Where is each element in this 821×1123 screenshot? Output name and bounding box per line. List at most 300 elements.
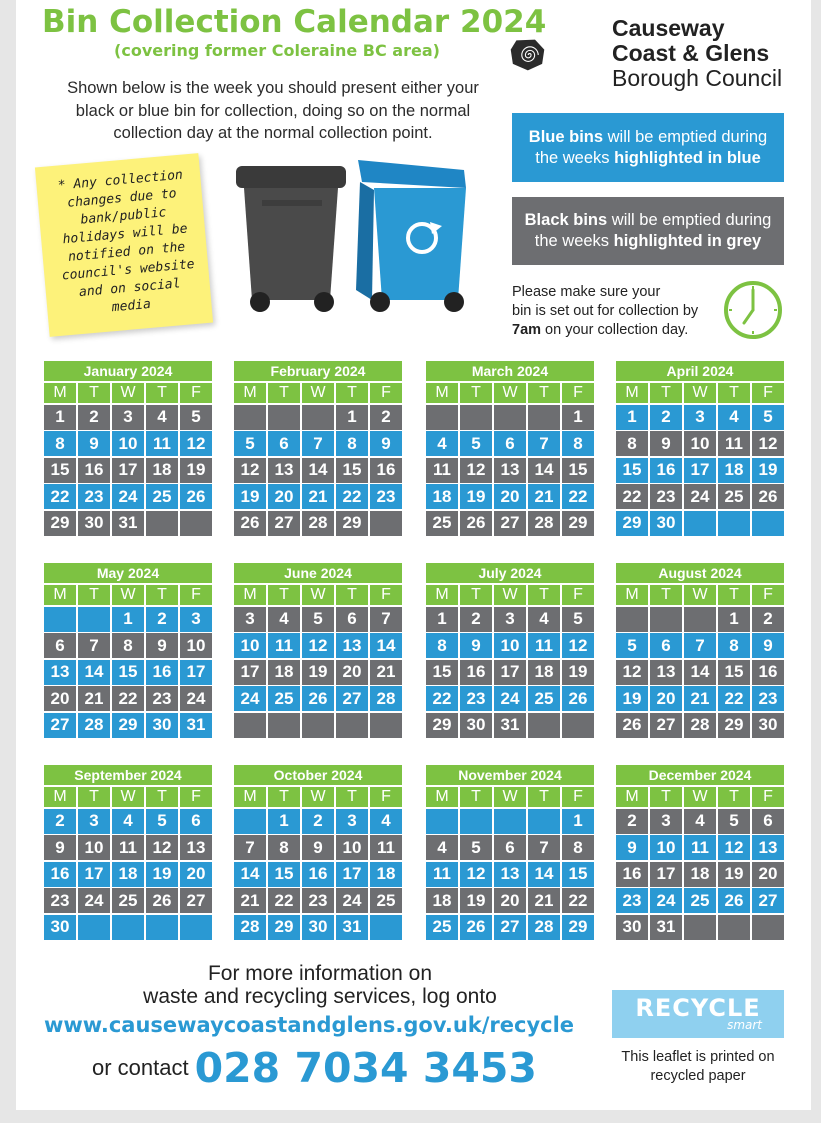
day-cell: 11 — [146, 431, 178, 456]
week-row-blue — [44, 913, 212, 940]
day-cell: 3 — [336, 809, 368, 834]
day-cell: 16 — [752, 660, 784, 685]
day-cell: 20 — [494, 484, 526, 509]
week-row-grey — [234, 887, 402, 914]
day-cell: 24 — [494, 686, 526, 711]
week-row-blue — [44, 605, 212, 632]
weekday-header-row — [44, 785, 212, 807]
day-cell: 9 — [370, 431, 402, 456]
weekday-label: M — [234, 585, 266, 606]
day-cell: 1 — [44, 405, 76, 430]
weekday-label: F — [370, 585, 402, 606]
day-cell: 11 — [684, 835, 716, 860]
day-cell — [370, 713, 402, 738]
day-cell — [370, 511, 402, 536]
day-cell: 11 — [370, 835, 402, 860]
day-cell: 14 — [78, 660, 110, 685]
day-cell: 8 — [562, 431, 594, 456]
weekday-label: T — [650, 585, 682, 606]
contact-label: or contact — [92, 1055, 189, 1080]
day-cell — [112, 915, 144, 940]
week-row-blue — [234, 632, 402, 659]
day-cell: 26 — [616, 713, 648, 738]
day-cell: 10 — [494, 633, 526, 658]
week-row-blue — [616, 685, 784, 712]
blue-bin-legend — [512, 113, 784, 182]
day-cell — [234, 405, 266, 430]
weekday-label: F — [370, 787, 402, 808]
month-calendar — [426, 361, 594, 536]
week-row-blue — [234, 483, 402, 510]
day-cell: 9 — [616, 835, 648, 860]
day-cell: 10 — [650, 835, 682, 860]
day-cell: 28 — [78, 713, 110, 738]
week-row-grey — [616, 658, 784, 685]
weekday-label: T — [78, 787, 110, 808]
day-cell: 23 — [78, 484, 110, 509]
day-cell: 29 — [112, 713, 144, 738]
day-cell: 16 — [146, 660, 178, 685]
recycle-smart-logo — [612, 990, 784, 1038]
day-cell: 13 — [494, 862, 526, 887]
week-row-blue — [44, 807, 212, 834]
day-cell: 30 — [302, 915, 334, 940]
weekday-label: F — [752, 383, 784, 404]
day-cell: 23 — [302, 888, 334, 913]
day-cell: 25 — [718, 484, 750, 509]
week-row-grey — [616, 711, 784, 738]
weekday-label: W — [684, 383, 716, 404]
weekday-label: T — [718, 787, 750, 808]
day-cell: 14 — [370, 633, 402, 658]
day-cell: 12 — [562, 633, 594, 658]
spiral-logo-icon — [510, 10, 610, 100]
weekday-label: F — [370, 383, 402, 404]
day-cell: 31 — [336, 915, 368, 940]
day-cell: 11 — [718, 431, 750, 456]
weekday-label: T — [78, 585, 110, 606]
day-cell: 24 — [78, 888, 110, 913]
day-cell — [268, 405, 300, 430]
month-calendar — [44, 765, 212, 940]
day-cell — [460, 405, 492, 430]
day-cell: 15 — [562, 862, 594, 887]
day-cell: 14 — [684, 660, 716, 685]
day-cell: 26 — [752, 484, 784, 509]
day-cell: 15 — [44, 458, 76, 483]
day-cell — [234, 713, 266, 738]
day-cell: 10 — [112, 431, 144, 456]
day-cell: 27 — [44, 713, 76, 738]
week-row-blue — [234, 430, 402, 457]
weekday-label: M — [426, 585, 458, 606]
week-row-blue — [44, 860, 212, 887]
weekday-header-row — [234, 785, 402, 807]
day-cell — [234, 809, 266, 834]
week-row-blue — [426, 483, 594, 510]
weekday-label: F — [752, 585, 784, 606]
day-cell: 19 — [752, 458, 784, 483]
day-cell: 18 — [146, 458, 178, 483]
day-cell: 6 — [336, 607, 368, 632]
day-cell: 22 — [44, 484, 76, 509]
day-cell: 8 — [426, 633, 458, 658]
day-cell: 5 — [302, 607, 334, 632]
weekday-header-row — [616, 381, 784, 403]
month-title: February 2024 — [234, 361, 402, 381]
day-cell: 26 — [718, 888, 750, 913]
day-cell: 18 — [684, 862, 716, 887]
day-cell: 24 — [650, 888, 682, 913]
day-cell: 30 — [616, 915, 648, 940]
day-cell — [684, 915, 716, 940]
day-cell: 25 — [684, 888, 716, 913]
day-cell: 25 — [528, 686, 560, 711]
day-cell: 17 — [112, 458, 144, 483]
week-row-blue — [616, 632, 784, 659]
day-cell: 9 — [302, 835, 334, 860]
week-row-grey — [426, 887, 594, 914]
day-cell — [528, 405, 560, 430]
day-cell: 20 — [180, 862, 212, 887]
week-row-grey — [426, 605, 594, 632]
day-cell: 17 — [494, 660, 526, 685]
weekday-label: W — [494, 383, 526, 404]
weekday-label: T — [268, 585, 300, 606]
day-cell: 10 — [684, 431, 716, 456]
day-cell: 27 — [650, 713, 682, 738]
day-cell: 29 — [426, 713, 458, 738]
weekday-label: T — [460, 585, 492, 606]
day-cell: 2 — [44, 809, 76, 834]
day-cell — [718, 511, 750, 536]
footer-line2: waste and recycling services, log onto — [143, 985, 497, 1008]
day-cell: 5 — [146, 809, 178, 834]
week-row-blue — [426, 632, 594, 659]
day-cell: 28 — [528, 511, 560, 536]
month-title: December 2024 — [616, 765, 784, 785]
day-cell — [146, 915, 178, 940]
weekday-label: T — [718, 585, 750, 606]
day-cell: 15 — [616, 458, 648, 483]
day-cell: 15 — [718, 660, 750, 685]
day-cell — [302, 405, 334, 430]
weekday-label: M — [426, 787, 458, 808]
weekday-label: W — [302, 383, 334, 404]
day-cell: 5 — [234, 431, 266, 456]
day-cell: 13 — [650, 660, 682, 685]
month-title: March 2024 — [426, 361, 594, 381]
month-title: September 2024 — [44, 765, 212, 785]
day-cell: 6 — [44, 633, 76, 658]
day-cell: 26 — [460, 511, 492, 536]
black-bin-legend-text1: will be emptied during — [607, 211, 772, 229]
day-cell — [78, 915, 110, 940]
day-cell: 16 — [650, 458, 682, 483]
week-row-blue — [616, 456, 784, 483]
day-cell: 20 — [44, 686, 76, 711]
council-name-line2: Coast & Glens — [612, 40, 770, 66]
day-cell: 8 — [616, 431, 648, 456]
day-cell: 10 — [336, 835, 368, 860]
day-cell: 21 — [234, 888, 266, 913]
wheelie-bins-illustration — [232, 160, 472, 320]
week-row-blue — [234, 913, 402, 940]
day-cell — [752, 915, 784, 940]
week-row-grey — [234, 403, 402, 430]
sticky-note-text: * Any collection changes due to bank/public holidays will be notified on the council's website and on social media — [57, 167, 196, 316]
day-cell: 27 — [268, 511, 300, 536]
day-cell: 15 — [336, 458, 368, 483]
day-cell: 2 — [616, 809, 648, 834]
week-row-blue — [234, 685, 402, 712]
week-row-grey — [234, 834, 402, 861]
week-row-grey — [44, 632, 212, 659]
day-cell: 7 — [684, 633, 716, 658]
weekday-label: T — [268, 383, 300, 404]
day-cell — [78, 607, 110, 632]
weekday-label: T — [460, 787, 492, 808]
day-cell: 2 — [650, 405, 682, 430]
month-calendar — [234, 765, 402, 940]
day-cell: 22 — [562, 888, 594, 913]
week-row-blue — [616, 509, 784, 536]
weekday-label: T — [268, 787, 300, 808]
weekday-label: F — [180, 787, 212, 808]
day-cell: 23 — [146, 686, 178, 711]
week-row-grey — [44, 403, 212, 430]
day-cell: 25 — [426, 511, 458, 536]
day-cell: 22 — [112, 686, 144, 711]
day-cell: 8 — [718, 633, 750, 658]
day-cell: 14 — [234, 862, 266, 887]
day-cell: 16 — [460, 660, 492, 685]
day-cell — [494, 809, 526, 834]
day-cell: 19 — [460, 484, 492, 509]
week-row-grey — [616, 605, 784, 632]
week-row-blue — [616, 834, 784, 861]
day-cell: 12 — [718, 835, 750, 860]
recycled-paper-note — [612, 1048, 784, 1086]
day-cell: 5 — [460, 835, 492, 860]
black-bin-legend-highlight: highlighted in grey — [613, 232, 762, 250]
week-row-blue — [44, 483, 212, 510]
day-cell: 20 — [268, 484, 300, 509]
weekday-label: W — [494, 585, 526, 606]
day-cell — [562, 713, 594, 738]
weekday-label: M — [44, 585, 76, 606]
week-row-grey — [616, 430, 784, 457]
day-cell: 30 — [650, 511, 682, 536]
day-cell: 6 — [752, 809, 784, 834]
weekday-header-row — [426, 583, 594, 605]
day-cell: 17 — [336, 862, 368, 887]
weekday-label: M — [616, 383, 648, 404]
weekday-label: W — [684, 787, 716, 808]
day-cell: 21 — [528, 888, 560, 913]
week-row-grey — [44, 685, 212, 712]
day-cell: 11 — [528, 633, 560, 658]
week-row-grey — [426, 834, 594, 861]
day-cell: 20 — [752, 862, 784, 887]
day-cell: 31 — [650, 915, 682, 940]
week-row-blue — [44, 430, 212, 457]
day-cell: 25 — [112, 888, 144, 913]
recycle-logo-text: RECYCLE — [635, 994, 761, 1022]
day-cell: 20 — [650, 686, 682, 711]
week-row-grey — [426, 403, 594, 430]
day-cell: 31 — [112, 511, 144, 536]
day-cell: 25 — [426, 915, 458, 940]
month-calendar — [44, 361, 212, 536]
weekday-label: M — [44, 383, 76, 404]
month-title: August 2024 — [616, 563, 784, 583]
day-cell: 27 — [494, 915, 526, 940]
weekday-label: F — [562, 383, 594, 404]
weekday-label: T — [528, 787, 560, 808]
month-title: May 2024 — [44, 563, 212, 583]
month-title: April 2024 — [616, 361, 784, 381]
day-cell: 1 — [562, 405, 594, 430]
clock-icon — [722, 279, 784, 341]
day-cell: 29 — [44, 511, 76, 536]
council-name — [612, 16, 782, 91]
day-cell: 19 — [146, 862, 178, 887]
weekday-label: W — [302, 787, 334, 808]
day-cell: 1 — [268, 809, 300, 834]
day-cell: 23 — [650, 484, 682, 509]
day-cell: 5 — [562, 607, 594, 632]
week-row-blue — [426, 430, 594, 457]
note-time: 7am — [512, 322, 542, 338]
day-cell: 11 — [426, 862, 458, 887]
weekday-header-row — [616, 583, 784, 605]
day-cell: 1 — [112, 607, 144, 632]
week-row-grey — [616, 913, 784, 940]
weekday-label: T — [146, 787, 178, 808]
day-cell: 12 — [146, 835, 178, 860]
weekday-label: M — [616, 585, 648, 606]
day-cell: 26 — [180, 484, 212, 509]
day-cell: 5 — [460, 431, 492, 456]
weekday-header-row — [426, 785, 594, 807]
month-calendar — [616, 361, 784, 536]
day-cell: 2 — [146, 607, 178, 632]
day-cell: 7 — [528, 835, 560, 860]
day-cell: 2 — [460, 607, 492, 632]
week-row-grey — [234, 605, 402, 632]
black-bin-legend — [512, 197, 784, 265]
paper-line1: This leaflet is printed on — [621, 1049, 775, 1065]
month-title: July 2024 — [426, 563, 594, 583]
day-cell: 9 — [460, 633, 492, 658]
weekday-label: W — [112, 383, 144, 404]
day-cell: 10 — [78, 835, 110, 860]
week-row-grey — [44, 887, 212, 914]
day-cell: 3 — [180, 607, 212, 632]
day-cell: 11 — [112, 835, 144, 860]
day-cell: 4 — [426, 431, 458, 456]
day-cell: 14 — [528, 862, 560, 887]
weekday-label: W — [112, 585, 144, 606]
collection-time-note — [512, 283, 716, 340]
day-cell: 16 — [370, 458, 402, 483]
day-cell: 7 — [528, 431, 560, 456]
day-cell: 2 — [752, 607, 784, 632]
day-cell — [370, 915, 402, 940]
weekday-label: M — [234, 383, 266, 404]
week-row-blue — [426, 860, 594, 887]
blue-bin-legend-highlight: highlighted in blue — [614, 148, 761, 167]
day-cell: 14 — [528, 458, 560, 483]
day-cell: 17 — [650, 862, 682, 887]
month-calendar — [616, 563, 784, 738]
month-calendar — [426, 765, 594, 940]
note-line3: on your collection day. — [541, 322, 689, 338]
recycle-website-link[interactable]: www.causewaycoastandglens.gov.uk/recycle — [44, 1013, 575, 1037]
black-bin-legend-bold: Black bins — [524, 211, 608, 229]
day-cell: 23 — [370, 484, 402, 509]
weekday-label: T — [336, 787, 368, 808]
day-cell: 24 — [234, 686, 266, 711]
weekday-header-row — [234, 583, 402, 605]
weekday-label: T — [650, 383, 682, 404]
month-calendar — [234, 563, 402, 738]
day-cell: 19 — [234, 484, 266, 509]
day-cell — [302, 713, 334, 738]
day-cell: 9 — [78, 431, 110, 456]
day-cell — [650, 607, 682, 632]
day-cell — [718, 915, 750, 940]
weekday-label: M — [426, 383, 458, 404]
day-cell: 9 — [650, 431, 682, 456]
day-cell: 16 — [616, 862, 648, 887]
day-cell — [684, 511, 716, 536]
day-cell: 1 — [718, 607, 750, 632]
day-cell: 19 — [302, 660, 334, 685]
day-cell — [616, 607, 648, 632]
weekday-label: T — [78, 383, 110, 404]
day-cell: 12 — [616, 660, 648, 685]
day-cell — [180, 915, 212, 940]
day-cell: 5 — [718, 809, 750, 834]
intro-text: Shown below is the week you should present either your black or blue bin for collection, doing so on the normal collection day at the normal collection point. — [67, 79, 479, 142]
month-calendar — [44, 563, 212, 738]
day-cell: 18 — [426, 888, 458, 913]
weekday-label: F — [562, 585, 594, 606]
week-row-blue — [616, 887, 784, 914]
day-cell: 4 — [370, 809, 402, 834]
week-row-grey — [44, 834, 212, 861]
week-row-grey — [44, 456, 212, 483]
day-cell: 2 — [370, 405, 402, 430]
blue-bin-legend-text1: will be emptied during — [603, 127, 768, 146]
day-cell: 4 — [528, 607, 560, 632]
weekday-label: T — [650, 787, 682, 808]
day-cell: 7 — [78, 633, 110, 658]
day-cell: 13 — [752, 835, 784, 860]
week-row-blue — [234, 860, 402, 887]
paper-line2: recycled paper — [650, 1068, 746, 1084]
day-cell: 6 — [268, 431, 300, 456]
day-cell: 6 — [494, 835, 526, 860]
phone-number[interactable]: 028 7034 3453 — [194, 1044, 537, 1092]
weekday-label: M — [44, 787, 76, 808]
month-title: November 2024 — [426, 765, 594, 785]
black-bin-legend-text2: the weeks — [534, 232, 614, 250]
day-cell: 27 — [336, 686, 368, 711]
weekday-label: T — [336, 585, 368, 606]
